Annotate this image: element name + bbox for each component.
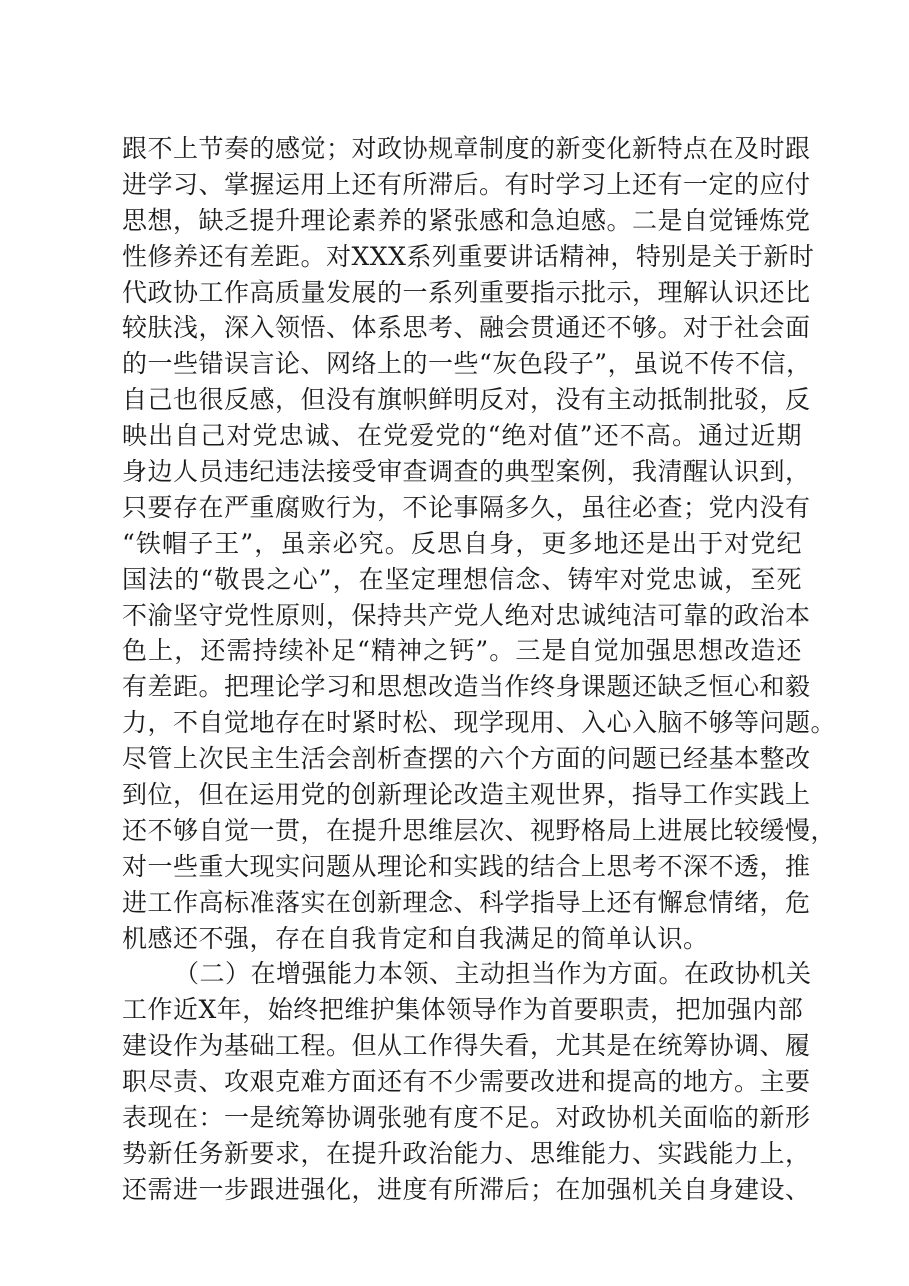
text-line: 力，不自觉地存在时紧时松、现学现用、入心入脑不够等问题。: [122, 708, 837, 738]
text-line: 职尽责、攻艰克难方面还有不少需要改进和提高的地方。主要: [122, 1067, 811, 1097]
text-line: 进学习、掌握运用上还有所滞后。有时学习上还有一定的应付: [122, 169, 811, 199]
text-line: 还不够自觉一贯，在提升思维层次、视野格局上进展比较缓慢，: [122, 815, 837, 845]
text-line: 机感还不强，存在自我肯定和自我满足的简单认识。: [122, 923, 709, 953]
text-line: 代政协工作高质量发展的一系列重要指示批示，理解认识还比: [122, 277, 811, 307]
text-line: 到位，但在运用党的创新理论改造主观世界，指导工作实践上: [122, 780, 811, 810]
text-line: 对一些重大现实问题从理论和实践的结合上思考不深不透，推: [122, 851, 811, 881]
text-line: 身边人员违纪违法接受审查调查的典型案例，我清醒认识到，: [122, 457, 811, 487]
text-line: 表现在：一是统筹协调张驰有度不足。对政协机关面临的新形: [122, 1103, 811, 1133]
text-line: 进工作高标准落实在创新理念、科学指导上还有懈怠情绪，危: [122, 887, 811, 917]
text-line: 不渝坚守党性原则，保持共产党人绝对忠诚纯洁可靠的政治本: [122, 600, 811, 630]
text-line: 建设作为基础工程。但从工作得失看，尤其是在统筹协调、履: [122, 1031, 811, 1061]
text-line: 较肤浅，深入领悟、体系思考、融会贯通还不够。对于社会面: [122, 313, 811, 343]
text-line: 思想，缺乏提升理论素养的紧张感和急迫感。二是自觉锤炼党: [122, 205, 811, 235]
text-line: 跟不上节奏的感觉；对政协规章制度的新变化新特点在及时跟: [122, 134, 811, 163]
text-line: 映出自己对党忠诚、在党爱党的“绝对值”还不高。通过近期: [122, 421, 802, 451]
text-line: 的一些错误言论、网络上的一些“灰色段子”，虽说不传不信，: [122, 349, 812, 379]
text-line: 色上，还需持续补足“精神之钙”。三是自觉加强思想改造还: [122, 636, 802, 666]
text-line: 自己也很反感，但没有旗帜鲜明反对，没有主动抵制批驳，反: [122, 385, 811, 415]
text-line: 尽管上次民主生活会剖析查摆的六个方面的问题已经基本整改: [122, 744, 811, 774]
section-heading-line: （二）在增强能力本领、主动担当作为方面。在政协机关: [174, 959, 812, 989]
text-line: 只要存在严重腐败行为，不论事隔多久，虽往必查；党内没有: [122, 492, 811, 522]
text-line: 性修养还有差距。对XXX系列重要讲话精神，特别是关于新时: [122, 241, 815, 271]
text-line: 有差距。把理论学习和思想改造当作终身课题还缺乏恒心和毅: [122, 672, 811, 702]
text-line: 还需进一步跟进强化，进度有所滞后；在加强机关自身建设、: [122, 1174, 811, 1204]
text-line: 势新任务新要求，在提升政治能力、思维能力、实践能力上，: [122, 1138, 811, 1168]
text-line: “铁帽子王”，虽亲必究。反思自身，更多地还是出于对党纪: [122, 528, 802, 558]
document-body: [122, 131, 837, 1208]
text-line: 国法的“敬畏之心”，在坚定理想信念、铸牢对党忠诚，至死: [122, 564, 802, 594]
text-line: 工作近X年，始终把维护集体领导作为首要职责，把加强内部: [122, 995, 804, 1025]
